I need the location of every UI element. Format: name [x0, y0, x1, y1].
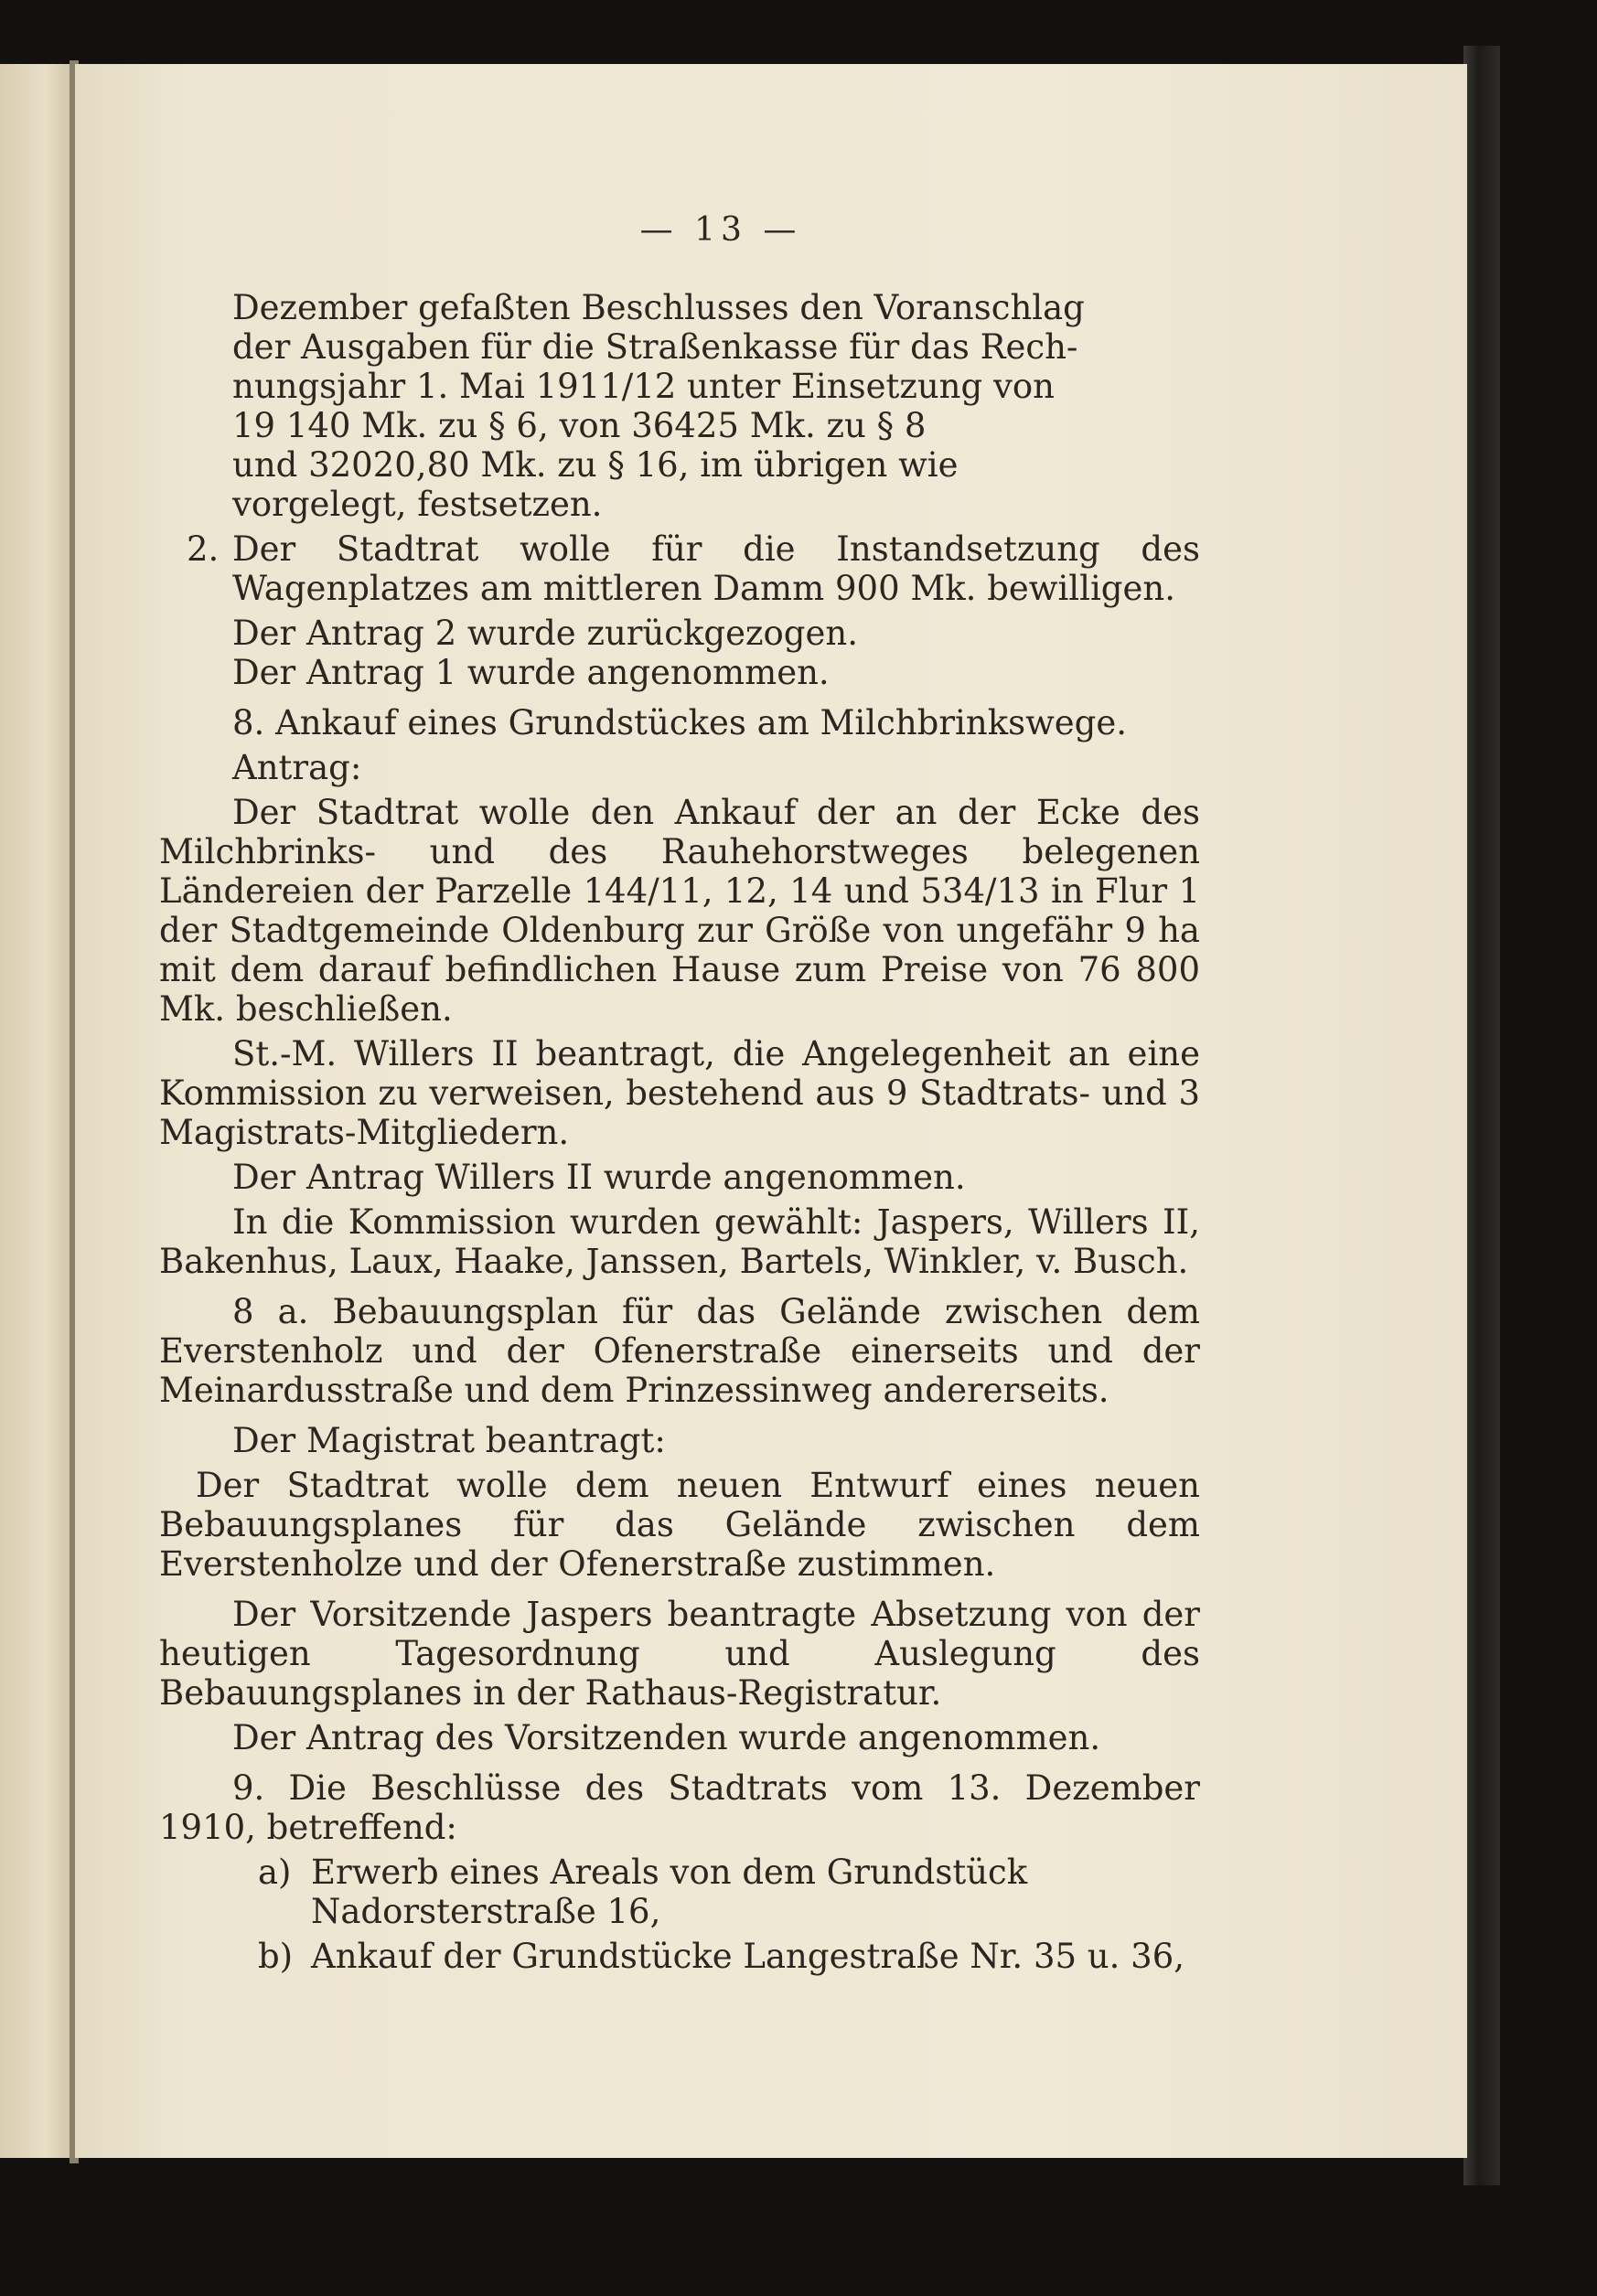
numbered-item-2 — [187, 529, 1200, 608]
page-number: — 13 — — [639, 211, 802, 249]
page-text — [159, 210, 1200, 1976]
jaspers-motion: Der Vorsitzende Jaspers beantragte Absetzung von der heutigen Tagesordnung und Auslegung des Bebauungsplanes in der Rathaus-Registratur. — [159, 1595, 1200, 1713]
sub-item-b — [258, 1937, 1200, 1976]
section-heading-8a: 8 a. Bebauungsplan für das Gelände zwischen dem Everstenholz und der Ofenerstraße einerseits und der Meinardusstraße und dem Prinzessinweg andererseits. — [159, 1292, 1200, 1410]
sub-item-text: Ankauf der Grundstücke Langestraße Nr. 35 u. 36, — [311, 1937, 1184, 1976]
text-line: und 32020,80 Mk. zu § 16, im übrigen wie — [232, 445, 959, 485]
text-line: 19 140 Mk. zu § 6, von 36425 Mk. zu § 8 — [232, 406, 927, 445]
willers-motion: St.-M. Willers II beantragt, die Angelegenheit an eine Kommission zu verweisen, bestehend aus 9 Stadtrats- und 3 Magistrats-Mitgliedern. — [159, 1034, 1200, 1152]
section-heading-8: 8. Ankauf eines Grundstückes am Milchbrinkswege. — [232, 703, 1128, 742]
section-heading-9: 9. Die Beschlüsse des Stadtrats vom 13. Dezember 1910, betreffend: — [159, 1768, 1200, 1847]
magistrat-text: Der Stadtrat wolle dem neuen Entwurf eines neuen Bebauungsplanes für das Gelände zwischen dem Everstenholze und der Ofenerstraße zustimmen. — [159, 1466, 1200, 1584]
text-line: vorgelegt, festsetzen. — [232, 485, 603, 524]
commission-members: In die Kommission wurden gewählt: Jaspers, Willers II, Bakenhus, Laux, Haake, Janssen, Bartels, Winkler, v. Busch. — [159, 1202, 1200, 1281]
item-number: 2. — [187, 529, 220, 569]
willers-result: Der Antrag Willers II wurde angenommen. — [232, 1158, 966, 1197]
jaspers-result: Der Antrag des Vorsitzenden wurde angenommen. — [232, 1718, 1101, 1757]
magistrat-label: Der Magistrat beantragt: — [232, 1421, 666, 1460]
text-line: Dezember gefaßten Beschlusses den Voranschlag — [232, 288, 1085, 327]
document-page — [75, 64, 1467, 2158]
antrag-8-text: Der Stadtrat wolle den Ankauf der an der Ecke des Milchbrinks- und des Rauhehorstweges belegenen Ländereien der Parzelle 144/11, 12, 14 und 534/13 in Flur 1 der Stadtgemeinde Oldenburg zur Größe von ungefähr 9 ha mit dem darauf befindlichen Hause zum Preise von 76 800 Mk. beschließen. — [159, 793, 1200, 1029]
sub-item-label: a) — [258, 1853, 292, 1892]
item-text: Der Stadtrat wolle für die Instandsetzung des Wagenplatzes am mittleren Damm 900 Mk. bewilligen. — [232, 529, 1200, 608]
left-page-edge — [0, 64, 75, 2158]
result-line: Der Antrag 1 wurde angenommen. — [232, 653, 830, 692]
result-line: Der Antrag 2 wurde zurückgezogen. — [232, 614, 858, 653]
text-line: nungsjahr 1. Mai 1911/12 unter Einsetzung von — [232, 367, 1055, 406]
continuation-paragraph — [232, 288, 1200, 524]
sub-item-label: b) — [258, 1937, 294, 1976]
sub-item-a — [258, 1853, 1200, 1931]
antrag-label: Antrag: — [232, 748, 362, 787]
book-cover-edge — [1463, 46, 1500, 2185]
sub-item-text: Erwerb eines Areals von dem Grundstück Nadorsterstraße 16, — [311, 1853, 1028, 1931]
text-line: der Ausgaben für die Straßenkasse für das Rech- — [232, 327, 1078, 367]
